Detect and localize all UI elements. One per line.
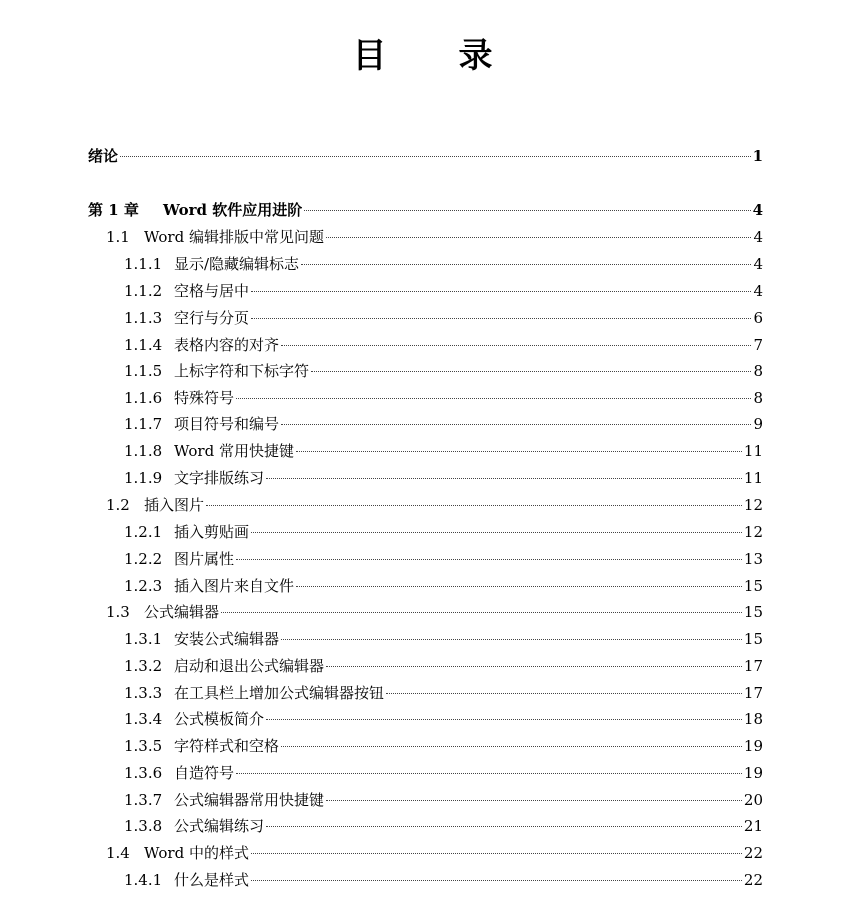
leader-dots: [251, 317, 751, 319]
toc-number: 1.2.3: [124, 577, 163, 595]
toc-entry-subsection[interactable]: [124, 414, 763, 434]
toc-entry-subsection[interactable]: [124, 281, 763, 301]
toc-page-number: 12: [743, 523, 763, 541]
toc-label: 公式模板简介: [174, 710, 265, 728]
toc-label: Word 编辑排版中常见问题: [144, 228, 324, 246]
leader-dots: [304, 209, 750, 211]
toc-label: 空行与分页: [174, 309, 250, 327]
toc-entry-section[interactable]: [106, 495, 763, 515]
toc-number: 1.4.1: [124, 871, 163, 889]
toc-label: 表格内容的对齐: [174, 336, 280, 354]
toc-entry-subsection[interactable]: [124, 468, 763, 488]
toc-label: 显示/隐藏编辑标志: [174, 255, 300, 273]
toc-number: 1.3.3: [124, 684, 163, 702]
toc-label: 插入图片: [144, 496, 205, 514]
toc-label: 绪论: [88, 147, 119, 165]
toc-page-number: 8: [753, 362, 763, 380]
toc-label: 上标字符和下标字符: [174, 362, 310, 380]
leader-dots: [251, 879, 742, 881]
toc-page-number: 22: [743, 844, 763, 862]
toc-label: 自造符号: [174, 764, 235, 782]
toc-page-number: 4: [753, 282, 763, 300]
toc-number: 1.2.2: [124, 550, 163, 568]
toc-number: 1.1.4: [124, 336, 163, 354]
toc-page-number: 15: [743, 603, 763, 621]
toc-number: 1.1.8: [124, 442, 163, 460]
toc-page-number: 12: [743, 496, 763, 514]
toc-number: 1.1.6: [124, 389, 163, 407]
toc-label: 字符样式和空格: [174, 737, 280, 755]
leader-dots: [266, 718, 742, 720]
title-char-1: 目: [352, 36, 389, 76]
toc-page-number: 19: [743, 764, 763, 782]
leader-dots: [281, 423, 751, 425]
toc-entry-subsection[interactable]: [124, 816, 763, 836]
leader-dots: [251, 531, 742, 533]
toc-page-number: 4: [753, 255, 763, 273]
toc-page-number: 19: [743, 737, 763, 755]
toc-entry-subsection[interactable]: [124, 388, 763, 408]
toc-number: 1.3: [106, 603, 130, 621]
toc-page-number: 15: [743, 630, 763, 648]
leader-dots: [311, 370, 751, 372]
leader-dots: [120, 155, 751, 157]
leader-dots: [281, 344, 751, 346]
toc-label: 公式编辑器常用快捷键: [174, 791, 325, 809]
toc-page-number: 11: [743, 469, 763, 487]
toc-label: 插入图片来自文件: [174, 577, 295, 595]
toc-page-number: 7: [753, 336, 763, 354]
toc-entry-section[interactable]: [106, 602, 763, 622]
toc-entry-subsection[interactable]: [124, 335, 763, 355]
leader-dots: [266, 477, 742, 479]
toc-entry-chapter[interactable]: [88, 200, 763, 220]
toc-entry-subsection[interactable]: [124, 683, 763, 703]
toc-entry-subsection[interactable]: [124, 736, 763, 756]
toc-number: 1.1.3: [124, 309, 163, 327]
toc-number: 1.1.9: [124, 469, 163, 487]
leader-dots: [326, 665, 742, 667]
toc-page-number: 11: [743, 442, 763, 460]
toc-page-number: 20: [743, 791, 763, 809]
toc-entry-section[interactable]: [106, 843, 763, 863]
toc-label: Word 软件应用进阶: [163, 201, 303, 219]
toc-number: 1.3.6: [124, 764, 163, 782]
leader-dots: [236, 772, 742, 774]
toc-entry-subsection[interactable]: [124, 763, 763, 783]
toc-entry-subsection[interactable]: [124, 441, 763, 461]
toc-number: 1.3.7: [124, 791, 163, 809]
toc-entry-subsection[interactable]: [124, 709, 763, 729]
toc-entry-subsection[interactable]: [124, 254, 763, 274]
leader-dots: [236, 397, 751, 399]
leader-dots: [296, 585, 742, 587]
toc-entry-intro[interactable]: [88, 146, 763, 166]
toc-label: 公式编辑练习: [174, 817, 265, 835]
leader-dots: [326, 799, 742, 801]
toc-entry-subsection[interactable]: [124, 576, 763, 596]
toc-label: 图片属性: [174, 550, 235, 568]
leader-dots: [251, 852, 742, 854]
toc-page-number: 6: [753, 309, 763, 327]
toc-entry-subsection[interactable]: [124, 308, 763, 328]
toc-page-number: 17: [743, 657, 763, 675]
toc-entry-section[interactable]: [106, 227, 763, 247]
toc-label: 文字排版练习: [174, 469, 265, 487]
toc-page-number: 1: [752, 147, 763, 165]
toc-entry-subsection[interactable]: [124, 790, 763, 810]
leader-dots: [251, 290, 751, 292]
toc-page-number: 17: [743, 684, 763, 702]
toc-entry-subsection[interactable]: [124, 656, 763, 676]
leader-dots: [301, 263, 751, 265]
toc-number: 1.4: [106, 844, 130, 862]
toc-number: 1.3.5: [124, 737, 163, 755]
toc-page-number: 4: [753, 228, 763, 246]
toc-number: 1.2: [106, 496, 130, 514]
leader-dots: [281, 638, 742, 640]
toc-number: 1.3.1: [124, 630, 163, 648]
leader-dots: [326, 236, 751, 238]
toc-page-number: 13: [743, 550, 763, 568]
toc-label: 安装公式编辑器: [174, 630, 280, 648]
toc-number: 1.1: [106, 228, 130, 246]
toc-label: 空格与居中: [174, 282, 250, 300]
toc-entry-subsection[interactable]: [124, 549, 763, 569]
leader-dots: [206, 504, 742, 506]
leader-dots: [221, 611, 742, 613]
toc-number: 1.1.1: [124, 255, 163, 273]
toc-entry-subsection[interactable]: [124, 870, 763, 890]
leader-dots: [386, 692, 742, 694]
toc-number: 1.3.4: [124, 710, 163, 728]
toc-page-number: 15: [743, 577, 763, 595]
toc-label: 特殊符号: [174, 389, 235, 407]
toc-page-number: 9: [753, 415, 763, 433]
toc-label: 项目符号和编号: [174, 415, 280, 433]
toc-number: 1.2.1: [124, 523, 163, 541]
toc-number: 1.1.7: [124, 415, 163, 433]
toc-label: 启动和退出公式编辑器: [174, 657, 325, 675]
toc-page-number: 4: [752, 201, 763, 219]
leader-dots: [266, 825, 742, 827]
leader-dots: [236, 558, 742, 560]
toc-number: 1.3.2: [124, 657, 163, 675]
toc-number: 1.3.8: [124, 817, 163, 835]
toc-entry-subsection[interactable]: [124, 629, 763, 649]
toc-label: 什么是样式: [174, 871, 250, 889]
toc-label: Word 中的样式: [144, 844, 249, 862]
toc-entry-subsection[interactable]: [124, 361, 763, 381]
toc-label: Word 常用快捷键: [174, 442, 294, 460]
toc-page-number: 18: [743, 710, 763, 728]
toc-page-number: 21: [743, 817, 763, 835]
toc-label: 在工具栏上增加公式编辑器按钮: [174, 684, 385, 702]
leader-dots: [281, 745, 742, 747]
toc-page-number: 8: [753, 389, 763, 407]
toc-number: 第 1 章: [88, 201, 139, 219]
title-char-2: 录: [458, 36, 495, 76]
toc-number: 1.1.2: [124, 282, 163, 300]
toc-page-number: 22: [743, 871, 763, 889]
toc-entry-subsection[interactable]: [124, 522, 763, 542]
leader-dots: [296, 450, 742, 452]
toc-number: 1.1.5: [124, 362, 163, 380]
toc-label: 插入剪贴画: [174, 523, 250, 541]
page-title: [0, 30, 847, 82]
toc-label: 公式编辑器: [144, 603, 220, 621]
